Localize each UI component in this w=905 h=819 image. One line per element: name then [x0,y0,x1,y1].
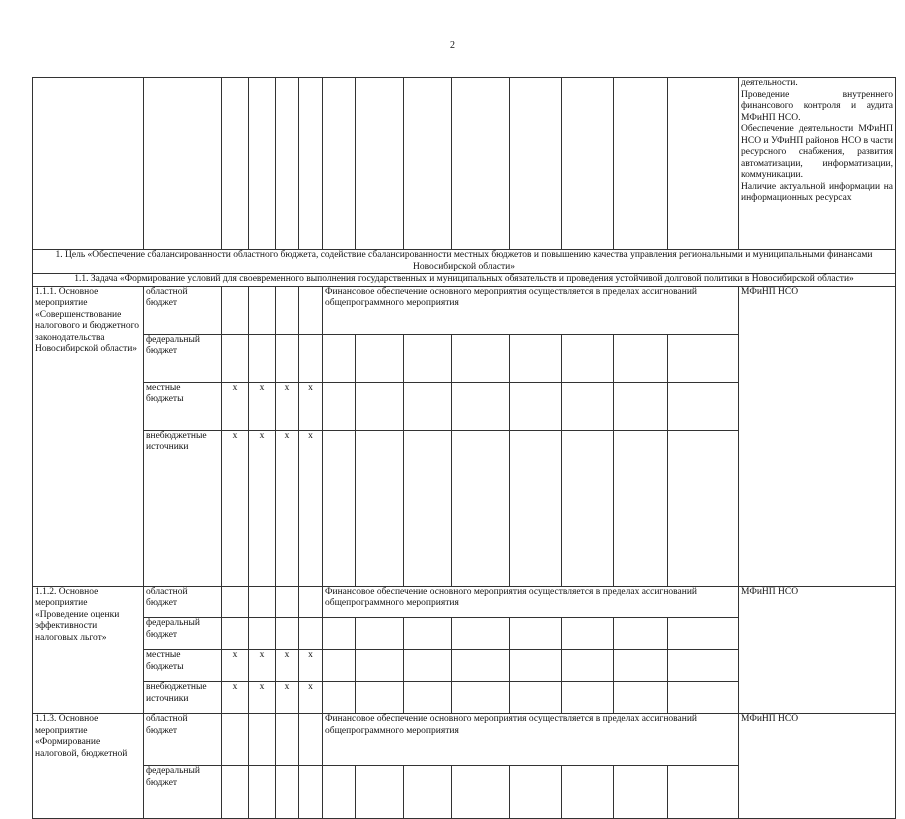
x-mark: x [222,650,249,682]
page-number: 2 [450,40,455,51]
x-mark: x [276,382,299,430]
table-row [33,586,896,618]
funding-source: федеральный бюджет [144,334,222,382]
executor: МФиНП НСО [739,286,896,586]
funding-note: Финансовое обеспечение основного мероприятия осуществляется в пределах ассигнований общепрограммного мероприятия [323,286,739,334]
activity-name: 1.1.1. Основное мероприятие «Совершенствование налогового и бюджетного законодательства Новосибирской области» [33,286,144,586]
x-mark: x [276,682,299,714]
x-mark: x [222,430,249,586]
activity-name: 1.1.2. Основное мероприятие «Проведение оценки эффективности налоговых льгот» [33,586,144,714]
result-text: Обеспечение деятельности МФиНП НСО и УФиНП районов НСО в части ресурсного снабжения, развития автоматизации, информатизации, коммуникации. [741,124,893,180]
x-mark: x [222,382,249,430]
funding-note: Финансовое обеспечение основного мероприятия осуществляется в пределах ассигнований общепрограммного мероприятия [323,586,739,618]
x-mark: x [222,682,249,714]
funding-note: Финансовое обеспечение основного мероприятия осуществляется в пределах ассигнований общепрограммного мероприятия [323,714,739,766]
goal-heading: 1. Цель «Обеспечение сбалансированности областного бюджета, содействие сбалансированности местных бюджетов и повышению качества управления региональными и муниципальными финансами Новосибирской области» [33,250,896,274]
goal-row [33,250,896,274]
funding-source: областной бюджет [144,586,222,618]
x-mark: x [249,382,276,430]
x-mark: x [249,650,276,682]
result-text: Наличие актуальной информации на информационных ресурсах [741,181,893,203]
program-table [32,77,896,819]
funding-source: местные бюджеты [144,382,222,430]
x-mark: x [249,430,276,586]
funding-source: внебюджетные источники [144,430,222,586]
executor: МФиНП НСО [739,586,896,714]
funding-source: федеральный бюджет [144,766,222,818]
funding-source: федеральный бюджет [144,618,222,650]
x-mark: x [299,650,323,682]
table-row [33,714,896,766]
x-mark: x [249,682,276,714]
funding-source: местные бюджеты [144,650,222,682]
result-text: Проведение внутреннего финансового контроля и аудита МФиНП НСО. [741,89,893,123]
funding-source: областной бюджет [144,286,222,334]
x-mark: x [276,430,299,586]
funding-source: областной бюджет [144,714,222,766]
x-mark: x [299,682,323,714]
task-heading: 1.1. Задача «Формирование условий для своевременного выполнения государственных и муниципальных обязательств и проведения устойчивой долговой политики в Новосибирской области» [33,274,896,287]
executor: МФиНП НСО [739,714,896,819]
funding-source: внебюджетные источники [144,682,222,714]
x-mark: x [276,650,299,682]
table-row-continuation [33,78,896,250]
table-row [33,286,896,334]
result-cell [739,78,896,250]
activity-name: 1.1.3. Основное мероприятие «Формирование налоговой, бюджетной [33,714,144,819]
x-mark: x [299,382,323,430]
x-mark: x [299,430,323,586]
result-text: деятельности. [741,78,798,88]
task-row [33,274,896,287]
